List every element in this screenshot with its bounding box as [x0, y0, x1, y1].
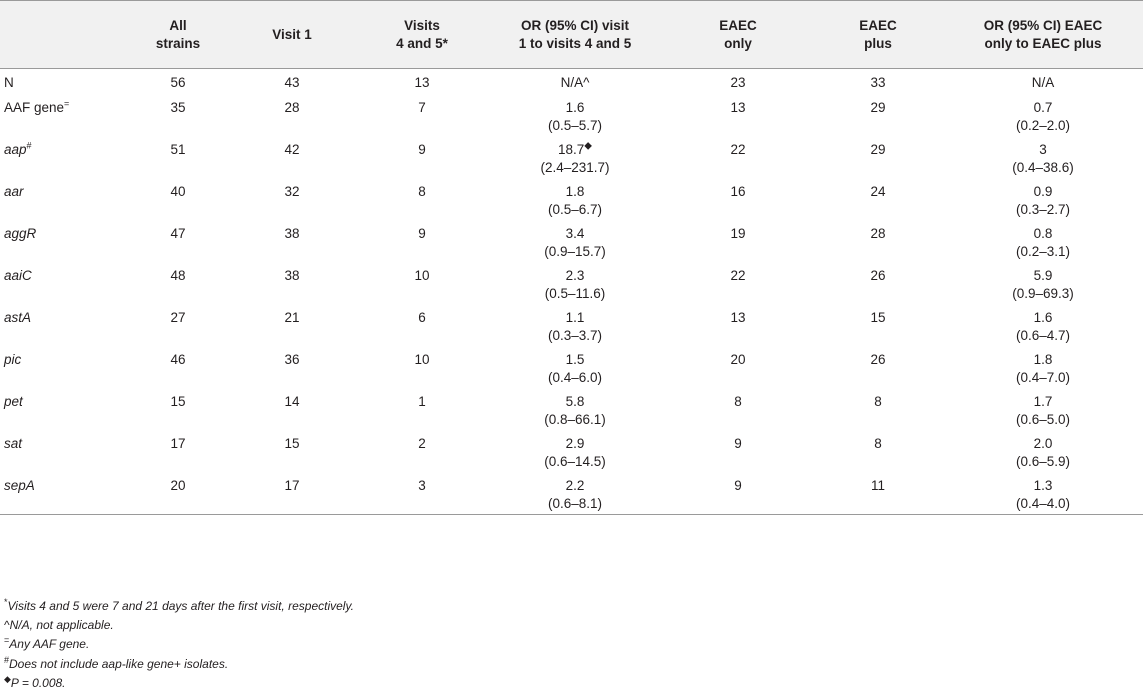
cell-or-visit: 2.9 (0.6–14.5) — [544, 435, 606, 469]
cell-eaec-only: 9 — [734, 435, 742, 451]
cell-visits-4-5: 7 — [418, 99, 426, 115]
cell-eaec-plus: 8 — [874, 435, 882, 451]
cell-all-strains: 47 — [170, 225, 186, 241]
header-cell-eaec-only: EAEC only — [663, 1, 813, 69]
cell-all-strains: 46 — [170, 351, 186, 367]
cell-or-eaec: 5.9 (0.9–69.3) — [1012, 267, 1074, 301]
row-label: aaiC — [4, 267, 32, 283]
cell-or-visit: 2.2 (0.6–8.1) — [487, 472, 663, 515]
table-row — [0, 430, 1143, 472]
row-label: N — [4, 75, 14, 90]
cell-visit-1: 14 — [284, 393, 300, 409]
cell-eaec-only: 8 — [734, 393, 742, 409]
footnote: =Any AAF gene. — [4, 635, 90, 652]
table-row — [0, 388, 1143, 430]
cell-or-visit: 1.8 (0.5–6.7) — [547, 183, 603, 217]
cell-eaec-plus: 26 — [870, 267, 886, 283]
cell-or-eaec: 0.8 (0.2–3.1) — [1015, 225, 1071, 259]
cell-eaec-plus: 11 — [813, 472, 943, 515]
cell-visit-1: 38 — [284, 267, 300, 283]
row-label: aggR — [4, 225, 37, 241]
row-label: pic — [4, 351, 22, 367]
table-row — [0, 136, 1143, 178]
cell-eaec-plus: 24 — [870, 183, 886, 199]
cell-visit-1: 36 — [284, 351, 300, 367]
cell-eaec-plus: 28 — [870, 225, 886, 241]
table-row — [0, 472, 1143, 515]
cell-or-visit: 1.5 (0.4–6.0) — [547, 351, 603, 385]
cell-or-visit: 3.4 (0.9–15.7) — [544, 225, 606, 259]
cell-all-strains: 15 — [170, 393, 186, 409]
cell-visit-1: 38 — [284, 225, 300, 241]
cell-eaec-plus: 8 — [874, 393, 882, 409]
table-row — [0, 262, 1143, 304]
header-cell-visit-1: Visit 1 — [227, 1, 357, 69]
cell-all-strains: 17 — [170, 435, 186, 451]
row-label: sat — [4, 435, 23, 451]
table-row — [0, 69, 1143, 94]
cell-eaec-only: 22 — [730, 141, 746, 157]
cell-all-strains: 51 — [170, 141, 186, 157]
row-label: sepA — [0, 472, 129, 515]
header-row — [0, 1, 1143, 69]
cell-eaec-plus: 26 — [870, 351, 886, 367]
cell-eaec-only: 16 — [730, 183, 746, 199]
cell-eaec-only: 13 — [730, 99, 746, 115]
cell-visits-4-5: 13 — [414, 75, 430, 90]
cell-or-eaec: 3 (0.4–38.6) — [1012, 141, 1074, 175]
table-row — [0, 346, 1143, 388]
table-row — [0, 304, 1143, 346]
cell-visits-4-5: 6 — [418, 309, 426, 325]
cell-or-eaec: 1.3 (0.4–4.0) — [943, 472, 1143, 515]
cell-visit-1: 28 — [284, 99, 300, 115]
cell-eaec-only: 13 — [730, 309, 746, 325]
header-cell-eaec-plus: EAEC plus — [813, 1, 943, 69]
cell-visit-1: 42 — [284, 141, 300, 157]
cell-or-eaec: N/A — [1031, 75, 1055, 90]
cell-or-visit: 1.1 (0.3–3.7) — [547, 309, 603, 343]
row-label: aar — [4, 183, 24, 199]
cell-or-visit: 5.8 (0.8–66.1) — [544, 393, 606, 427]
cell-eaec-only: 9 — [663, 472, 813, 515]
cell-visit-1: 21 — [284, 309, 300, 325]
cell-all-strains: 20 — [129, 472, 227, 515]
cell-all-strains: 48 — [170, 267, 186, 283]
table-row — [0, 178, 1143, 220]
footnotes — [4, 597, 354, 693]
cell-or-eaec: 1.8 (0.4–7.0) — [1015, 351, 1071, 385]
cell-or-visit: 2.3 (0.5–11.6) — [544, 267, 606, 301]
cell-or-eaec: 0.9 (0.3–2.7) — [1015, 183, 1071, 217]
header-cell-or-visit: OR (95% CI) visit 1 to visits 4 and 5 — [487, 1, 663, 69]
cell-visits-4-5: 8 — [418, 183, 426, 199]
row-label: aap# — [4, 140, 32, 157]
cell-visits-4-5: 10 — [414, 351, 430, 367]
cell-visits-4-5: 9 — [418, 225, 426, 241]
cell-or-visit: N/A^ — [560, 75, 590, 90]
cell-or-visit: 1.6 (0.5–5.7) — [547, 99, 603, 133]
cell-visits-4-5: 3 — [357, 472, 487, 515]
significance-marker: ◆ — [584, 140, 592, 151]
footnote: #Does not include aap-like gene+ isolates. — [4, 654, 229, 671]
cell-visits-4-5: 2 — [418, 435, 426, 451]
cell-eaec-plus: 15 — [870, 309, 886, 325]
cell-eaec-plus: 29 — [870, 99, 886, 115]
footnote: ◆P = 0.008. — [4, 673, 66, 690]
cell-eaec-only: 22 — [730, 267, 746, 283]
header-cell-all-strains: All strains — [129, 1, 227, 69]
cell-or-visit: 18.7◆ (2.4–231.7) — [540, 140, 610, 175]
footnote: *Visits 4 and 5 were 7 and 21 days after the first visit, respectively. — [4, 597, 354, 613]
cell-visit-1: 43 — [284, 75, 300, 90]
footnote: ^N/A, not applicable. — [4, 618, 114, 633]
cell-or-eaec: 2.0 (0.6–5.9) — [1015, 435, 1071, 469]
header-cell-visits-4-5: Visits 4 and 5* — [357, 1, 487, 69]
cell-all-strains: 27 — [170, 309, 186, 325]
row-label: AAF gene= — [4, 98, 70, 115]
cell-visit-1: 17 — [227, 472, 357, 515]
header-cell-or-eaec: OR (95% CI) EAEC only to EAEC plus — [943, 1, 1143, 69]
cell-all-strains: 56 — [170, 75, 186, 90]
cell-visit-1: 32 — [284, 183, 300, 199]
header-cell-label — [0, 1, 129, 69]
cell-all-strains: 40 — [170, 183, 186, 199]
cell-all-strains: 35 — [170, 99, 186, 115]
table-row — [0, 220, 1143, 262]
cell-or-eaec: 1.7 (0.6–5.0) — [1015, 393, 1071, 427]
cell-eaec-only: 20 — [730, 351, 746, 367]
cell-eaec-plus: 33 — [870, 75, 886, 90]
cell-visits-4-5: 10 — [414, 267, 430, 283]
row-label: pet — [4, 393, 23, 409]
table-row — [0, 94, 1143, 136]
cell-eaec-plus: 29 — [870, 141, 886, 157]
cell-eaec-only: 19 — [730, 225, 746, 241]
row-label: astA — [4, 309, 32, 325]
cell-or-eaec: 1.6 (0.6–4.7) — [1015, 309, 1071, 343]
cell-visits-4-5: 9 — [418, 141, 426, 157]
cell-or-eaec: 0.7 (0.2–2.0) — [1015, 99, 1071, 133]
cell-visits-4-5: 1 — [418, 393, 426, 409]
cell-eaec-only: 23 — [730, 75, 746, 90]
cell-visit-1: 15 — [284, 435, 300, 451]
